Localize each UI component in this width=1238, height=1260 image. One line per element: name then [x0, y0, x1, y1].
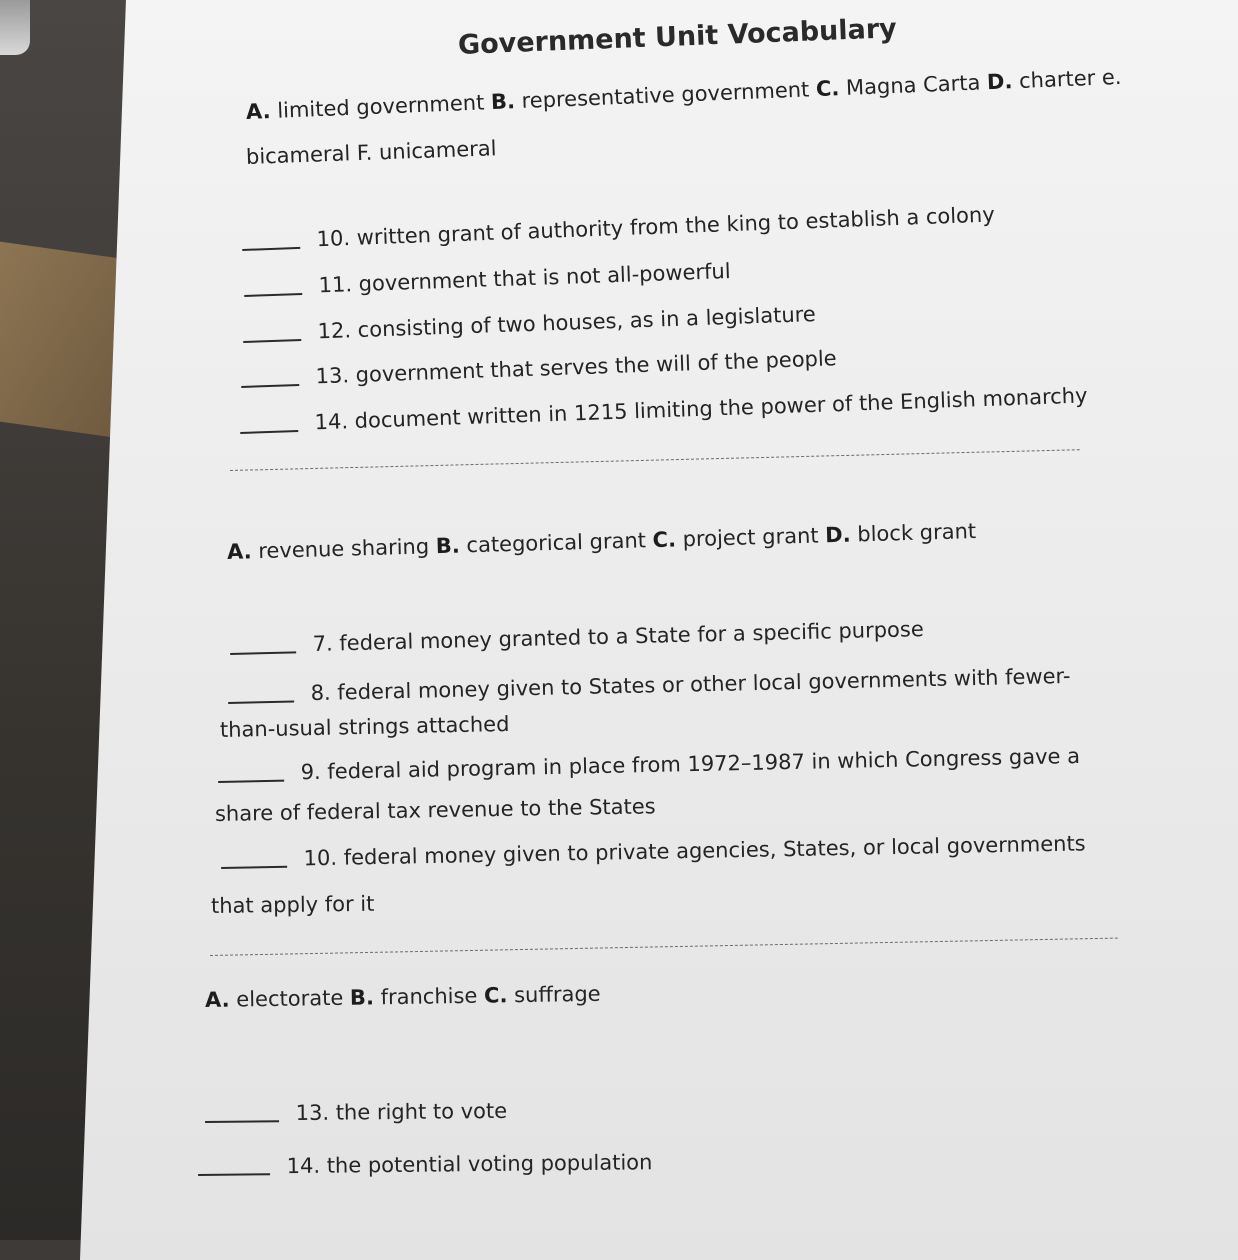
- question-row: [205, 1099, 507, 1126]
- option-letter: C.: [815, 76, 840, 102]
- question-text: 13. government that serves the will of the people: [315, 346, 838, 389]
- option-letter: A.: [204, 987, 230, 1012]
- question-row: [244, 259, 731, 300]
- option-term: unicameral: [378, 136, 497, 165]
- question-row: [242, 202, 995, 254]
- option-letter: B.: [349, 985, 375, 1010]
- option-term: Magna Carta: [845, 70, 981, 100]
- answer-blank[interactable]: [244, 293, 302, 297]
- question-continuation: share of federal tax revenue to the States: [214, 794, 656, 826]
- option-term: bicameral F.: [245, 140, 373, 169]
- option-term: limited government: [276, 90, 485, 123]
- answer-blank[interactable]: [230, 651, 296, 655]
- question-continuation: that apply for it: [210, 891, 375, 918]
- question-row: [228, 664, 1071, 707]
- option-letter: B.: [435, 533, 461, 559]
- worksheet-title: Government Unit Vocabulary: [457, 13, 898, 61]
- question-row: [230, 617, 924, 658]
- question-row: [243, 302, 817, 346]
- question-text: 10. federal money given to private agencies, States, or local governments: [303, 831, 1086, 871]
- option-term: revenue sharing: [257, 534, 430, 564]
- question-row: [240, 383, 1088, 437]
- question-text: 12. consisting of two houses, as in a legislature: [317, 302, 817, 344]
- option-letter: C.: [652, 527, 677, 553]
- question-text: 14. document written in 1215 limiting the power of the English monarchy: [314, 383, 1088, 435]
- question-text: 9. federal aid program in place from 1972–1987 in which Congress gave a: [300, 743, 1081, 785]
- question-text: 13. the right to vote: [295, 1098, 508, 1126]
- question-text: 14. the potential voting population: [286, 1150, 653, 1179]
- answer-blank[interactable]: [198, 1173, 270, 1176]
- option-term: block grant: [856, 519, 977, 547]
- question-continuation: than-usual strings attached: [219, 711, 510, 742]
- answer-blank[interactable]: [221, 866, 287, 869]
- answer-blank[interactable]: [241, 384, 299, 388]
- question-row: [241, 346, 837, 391]
- section-1-options: [246, 65, 1122, 124]
- option-term: charter e.: [1018, 64, 1122, 93]
- option-term: electorate: [236, 985, 344, 1012]
- option-letter: C.: [483, 983, 508, 1008]
- answer-blank[interactable]: [243, 339, 301, 343]
- answer-blank[interactable]: [240, 430, 298, 434]
- question-row: [218, 744, 1080, 786]
- option-term: representative government: [521, 77, 810, 113]
- question-row: [221, 831, 1086, 872]
- option-letter: D.: [824, 522, 851, 548]
- question-text: 10. written grant of authority from the king to establish a colony: [316, 202, 996, 252]
- section-divider: [210, 938, 1118, 956]
- answer-blank[interactable]: [205, 1120, 279, 1123]
- option-term: categorical grant: [466, 528, 647, 558]
- question-text: 8. federal money given to States or other local governments with fewer-: [310, 663, 1071, 706]
- option-term: franchise: [380, 983, 478, 1010]
- section-2-options: [227, 519, 977, 564]
- option-term: project grant: [682, 523, 819, 552]
- option-letter: A.: [245, 99, 272, 124]
- answer-blank[interactable]: [242, 247, 300, 251]
- question-text: 7. federal money granted to a State for a specific purpose: [312, 617, 924, 656]
- answer-blank[interactable]: [228, 701, 294, 704]
- section-3-options: [205, 982, 601, 1012]
- question-row: [198, 1150, 653, 1179]
- answer-blank[interactable]: [218, 780, 284, 783]
- option-letter: A.: [226, 539, 252, 564]
- option-letter: D.: [986, 69, 1013, 95]
- section-divider: [230, 449, 1080, 471]
- section-1-options-continued: [246, 136, 497, 169]
- option-letter: B.: [490, 89, 516, 115]
- question-text: 11. government that is not all-powerful: [318, 259, 731, 298]
- option-term: suffrage: [513, 981, 601, 1008]
